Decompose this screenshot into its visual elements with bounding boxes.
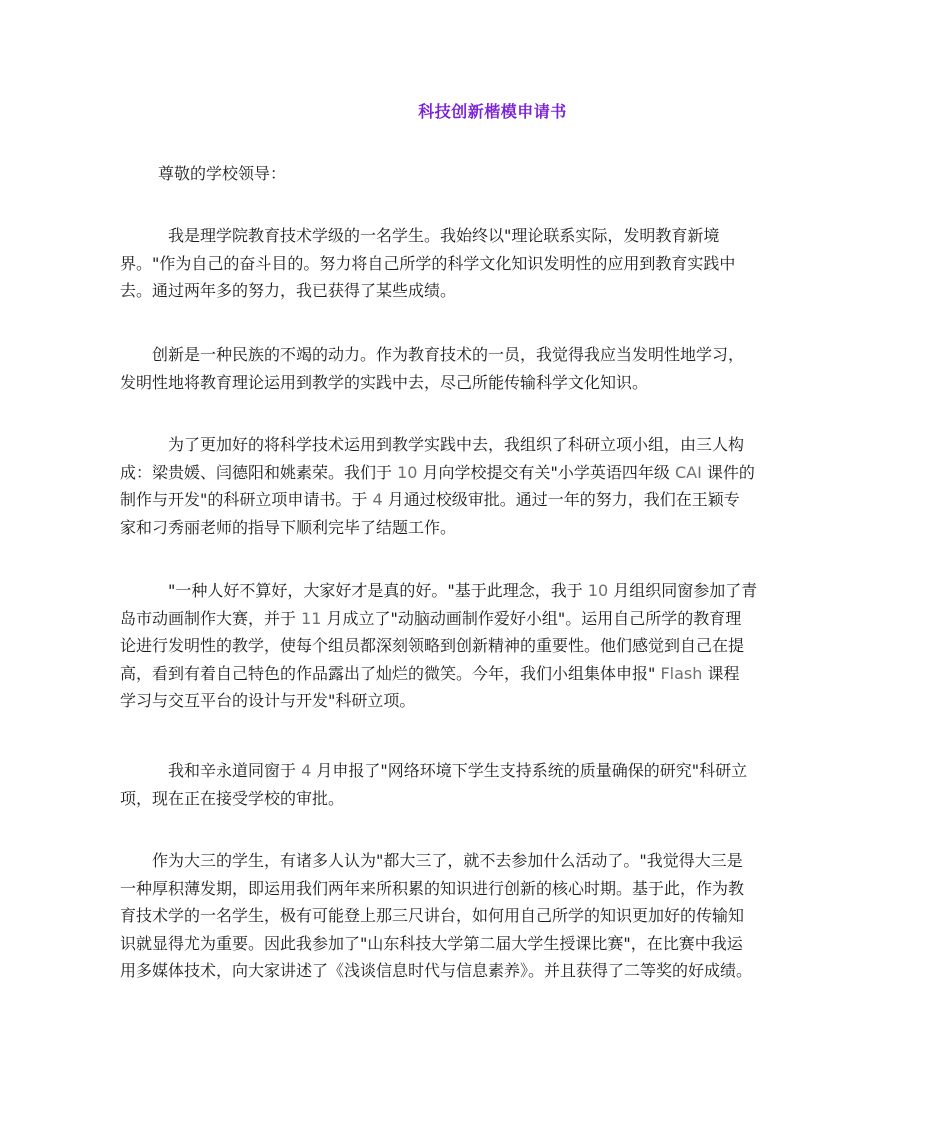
paragraph-network-research xyxy=(120,757,840,812)
paragraph-line: 识就显得尤为重要。因此我参加了"山东科技大学第二届大学生授课比赛"，在比赛中我运 xyxy=(120,933,743,953)
paragraph-teaching-contest xyxy=(120,847,840,985)
paragraph-line: 发明性地将教育理论运用到教学的实践中去，尽己所能传输科学文化知识。 xyxy=(120,372,649,392)
paragraph-line: 高，看到有着自己特色的作品露出了灿烂的微笑。今年，我们小组集体申报" Flash 课程 xyxy=(120,663,740,683)
paragraph-line: 制作与开发"的科研立项申请书。于 4 月通过校级审批。通过一年的努力，我们在王颖专 xyxy=(120,490,740,509)
latin-token: 10 xyxy=(397,462,418,482)
paragraph-line: 我是理学院教育技术学级的一名学生。我始终以"理论联系实际，发明教育新境 xyxy=(120,226,720,245)
paragraph-innovation xyxy=(120,341,840,396)
latin-token: 4 xyxy=(372,490,383,509)
paragraph-line: 我和辛永道同窗于 4 月申报了"网络环境下学生支持系统的质量确保的研究"科研立 xyxy=(120,761,748,780)
paragraph-line: 家和刁秀丽老师的指导下顺利完毕了结题工作。 xyxy=(120,517,457,537)
paragraph-intro xyxy=(120,222,840,305)
paragraph-line: 去。通过两年多的努力，我已获得了某些成绩。 xyxy=(120,281,457,300)
paragraph-line: 成：梁贵媛、闫德阳和姚素荣。我们于 10 月向学校提交有关"小学英语四年级 CAI 课件的 xyxy=(120,462,755,482)
latin-token: 4 xyxy=(301,761,312,780)
paragraph-line: 作为大三的学生，有诸多人认为"都大三了，就不去参加什么活动了。"我觉得大三是 xyxy=(120,851,743,870)
latin-token: CAI xyxy=(675,462,702,482)
latin-token: Flash xyxy=(660,663,703,683)
paragraph-line: 岛市动画制作大赛，并于 11 月成立了"动脑动画制作爱好小组"。运用自己所学的教育理 xyxy=(120,608,742,628)
paragraph-line: 为了更加好的将科学技术运用到教学实践中去，我组织了科研立项小组，由三人构 xyxy=(120,435,745,454)
paragraph-line: 学习与交互平台的设计与开发"科研立项。 xyxy=(120,691,416,710)
paragraph-animation-group xyxy=(120,577,840,715)
paragraph-line: 项，现在正在接受学校的审批。 xyxy=(120,788,345,808)
paragraph-research-group xyxy=(120,431,840,541)
salutation: 尊敬的学校领导： xyxy=(158,164,287,183)
paragraph-line: 用多媒体技术，向大家讲述了《浅谈信息时代与信息素养》。并且获得了二等奖的好成绩。 xyxy=(120,961,753,980)
paragraph-line: "一种人好不算好，大家好才是真的好。"基于此理念，我于 10 月组织同窗参加了青 xyxy=(120,581,758,600)
paragraph-line: 一种厚积薄发期，即运用我们两年来所积累的知识进行创新的核心时期。基于此，作为教 xyxy=(120,878,745,898)
paragraph-line: 界。"作为自己的奋斗目的。努力将自己所学的科学文化知识发明性的应用到教育实践中 xyxy=(120,253,736,273)
document-title: 科技创新楷模申请书 xyxy=(418,102,567,121)
paragraph-line: 论进行发明性的教学，使每个组员都深刻领略到创新精神的重要性。他们感觉到自己在提 xyxy=(120,636,745,655)
latin-token: 10 xyxy=(587,581,609,600)
latin-token: 11 xyxy=(301,608,322,628)
paragraph-line: 创新是一种民族的不竭的动力。作为教育技术的一员，我觉得我应当发明性地学习， xyxy=(120,345,745,364)
paragraph-line: 育技术学的一名学生，极有可能登上那三尺讲台，如何用自己所学的知识更加好的传输知 xyxy=(120,906,745,925)
